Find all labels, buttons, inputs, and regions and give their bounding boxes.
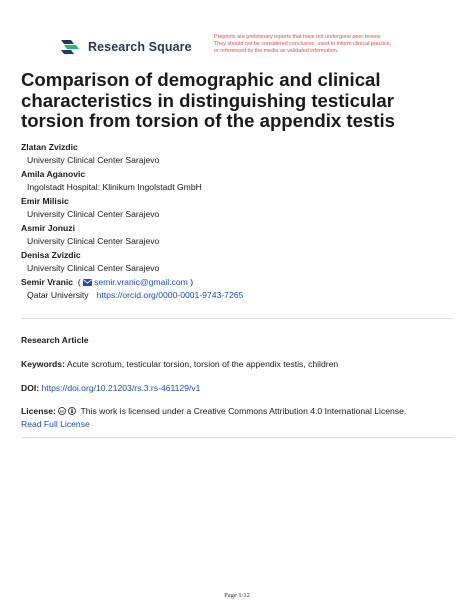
corresponding-affiliation [21,289,461,302]
preprint-disclaimer [214,34,458,55]
doi-label: DOI: [21,383,40,393]
envelope-icon [83,279,92,286]
disclaimer-line: or referenced by the media as validated information. [214,48,339,54]
license-label: License: [21,406,56,416]
divider [21,318,453,319]
author-affiliation: Ingolstadt Hospital: Klinikum Ingolstadt GmbH [27,182,202,192]
keywords [21,359,338,369]
disclaimer-line: Preprints are preliminary reports that have not undergone peer review. [214,34,382,40]
author-name: Semir Vranic [21,277,74,287]
author-affiliation: University Clinical Center Sarajevo [27,236,160,246]
author-affiliation: University Clinical Center Sarajevo [27,263,160,273]
header [58,34,458,62]
attribution-icon [68,407,76,415]
svg-text:cc: cc [60,409,65,414]
article-title: Comparison of demographic and clinical characteristics in distinguishing testicular torsion from torsion of the appendix testis [21,69,395,131]
license [21,405,461,431]
read-full-license-link[interactable]: Read Full License [21,419,90,429]
keywords-value: Acute scrotum, testicular torsion, torsion of the appendix testis, children [66,359,339,369]
orcid-link[interactable]: https://orcid.org/0000-0001-9743-7265 [96,290,244,300]
author-name: Zlatan Zvizdic [21,142,78,152]
author-name: Emir Milisic [21,196,69,206]
article-type: Research Article [21,335,89,345]
author-name: Amila Aganovic [21,169,86,179]
author-email-link[interactable] [83,277,190,287]
page-number: Page 1/12 [224,592,250,599]
divider [21,437,453,438]
author-list [21,141,461,302]
logo-text: Research Square [88,40,192,54]
author-affiliation: University Clinical Center Sarajevo [27,209,160,219]
research-square-logo[interactable] [58,36,192,58]
close-paren: ) [190,277,194,287]
license-text: This work is licensed under a Creative Commons Attribution 4.0 International License. [80,406,407,416]
keywords-label: Keywords: [21,359,65,369]
author-affiliation: Qatar University [27,290,89,300]
author-name: Denisa Zvizdic [21,250,81,260]
author-affiliation: University Clinical Center Sarajevo [27,155,160,165]
doi [21,383,200,393]
author-email: semir.vranic@gmail.com [94,277,188,287]
research-square-logo-icon [58,36,82,58]
creative-commons-icon [58,407,66,415]
disclaimer-line: They should not be considered conclusive, used to inform clinical practice, [214,41,392,47]
author-name: Asmir Jonuzi [21,223,75,233]
doi-link[interactable]: https://doi.org/10.21203/rs.3.rs-461129/v1 [41,383,201,393]
open-paren: ( [75,277,81,287]
corresponding-author [21,276,461,289]
